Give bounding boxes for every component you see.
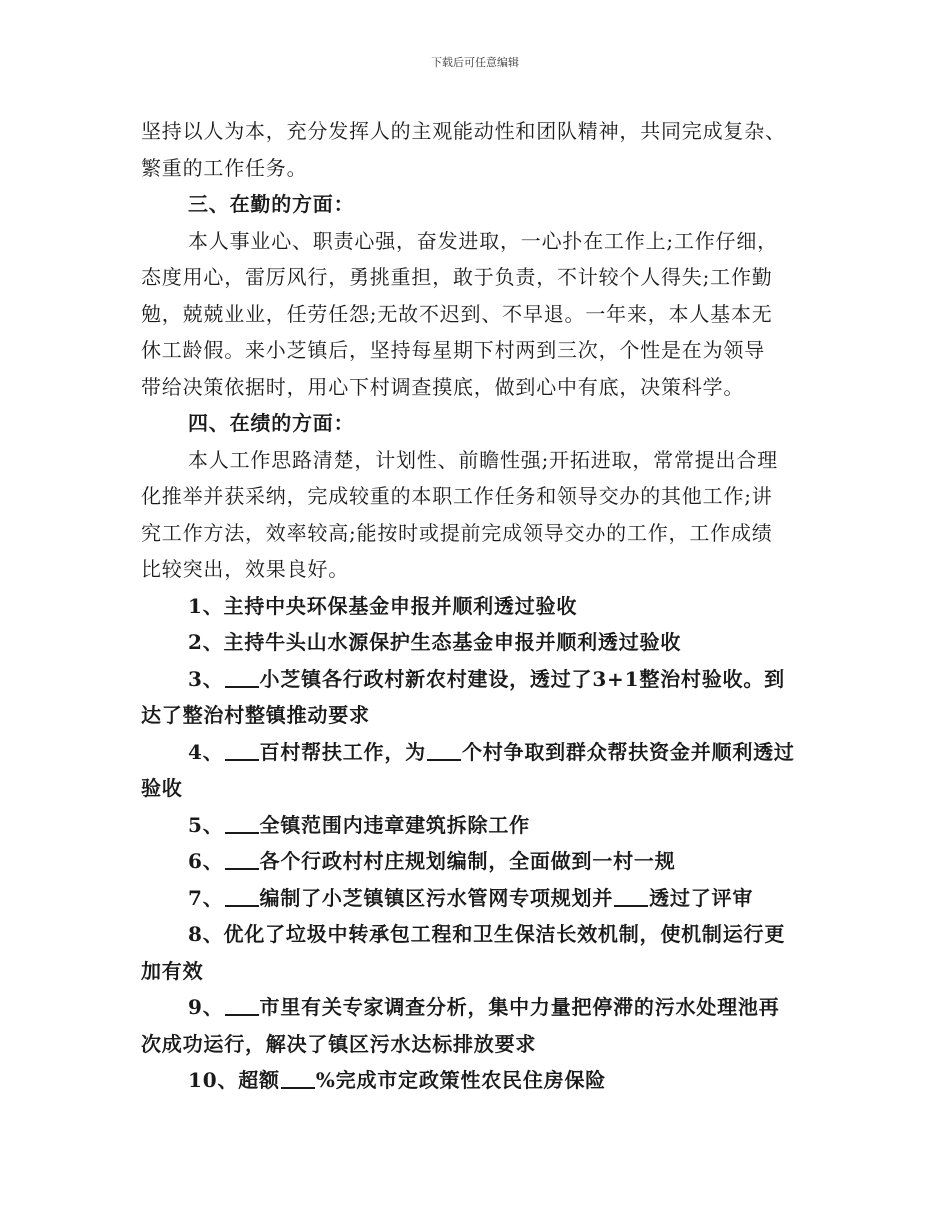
- paragraph-line: 化推举并获采纳，完成较重的本职工作任务和领导交办的其他工作;讲: [141, 484, 773, 508]
- fill-in-blank: [225, 996, 259, 1016]
- section-heading-performance: 四、在绩的方面：: [188, 411, 355, 435]
- list-item-9-continued: 次成功运行，解决了镇区污水达标排放要求: [141, 1031, 537, 1056]
- list-item-6: [141, 843, 813, 880]
- list-item-7-text: 编制了小芝镇镇区污水管网专项规划并: [259, 885, 614, 910]
- paragraph-line: 比较突出，效果良好。: [141, 557, 349, 581]
- paragraph-line: 本人工作思路清楚，计划性、前瞻性强;开拓进取，常常提出合理: [188, 447, 778, 472]
- list-item-10: [141, 1062, 813, 1099]
- list-item-8: 8、优化了垃圾中转承包工程和卫生保洁长效机制，使机制运行更: [188, 922, 786, 946]
- fill-in-blank: [225, 741, 259, 761]
- list-item-4-continued: 验收: [141, 776, 183, 800]
- section-heading-diligence: 三、在勤的方面：: [188, 192, 355, 216]
- paragraph-line: 本人事业心、职责心强，奋发进取，一心扑在工作上;工作仔细，: [188, 228, 778, 253]
- list-item-4: [141, 734, 813, 771]
- list-item-5: [141, 807, 813, 844]
- paragraph-line: 坚持以人为本，充分发挥人的主观能动性和团队精神，共同完成复杂、: [141, 119, 786, 143]
- header-note: 下载后可任意编辑: [431, 56, 519, 69]
- list-item-7-text-end: 透过了评审: [649, 885, 754, 910]
- paragraph-line: 究工作方法，效率较高;能按时或提前完成领导交办的工作，工作成绩: [141, 520, 773, 545]
- list-item-7: [141, 880, 813, 917]
- list-item-3: [141, 661, 813, 698]
- paragraph-line: 繁重的工作任务。: [141, 155, 308, 180]
- list-item-6-prefix: 6、: [188, 849, 224, 873]
- list-item-5-text: 全镇范围内违章建筑拆除工作: [259, 812, 530, 837]
- document-body: [141, 113, 813, 1099]
- paragraph-line: 态度用心，雷厉风行，勇挑重担，敢于负责，不计较个人得失;工作勤: [141, 265, 773, 289]
- list-item-5-prefix: 5、: [188, 812, 224, 837]
- fill-in-blank: [281, 1069, 315, 1089]
- list-item-3-prefix: 3、: [188, 666, 224, 691]
- list-item-6-text: 各个行政村村庄规划编制，全面做到一村一规: [259, 849, 676, 873]
- list-item-2: 2、主持牛头山水源保护生态基金申报并顺利透过验收: [188, 630, 682, 654]
- fill-in-blank: [225, 887, 259, 907]
- fill-in-blank: [225, 814, 259, 834]
- list-item-4-prefix: 4、: [188, 739, 224, 764]
- paragraph-line: 休工龄假。来小芝镇后，坚持每星期下村两到三次，个性是在为领导: [141, 338, 765, 362]
- list-item-7-prefix: 7、: [188, 885, 224, 910]
- fill-in-blank: [614, 887, 648, 907]
- list-item-8-continued: 加有效: [141, 958, 204, 983]
- list-item-9-text: 市里有关专家调查分析，集中力量把停滞的污水处理池再: [259, 995, 780, 1019]
- list-item-9-prefix: 9、: [188, 995, 224, 1019]
- list-item-4-text: 百村帮扶工作，为: [259, 739, 426, 764]
- list-item-1: 1、主持中央环保基金申报并顺利透过验收: [188, 593, 578, 618]
- paragraph-line: 带给决策依据时，用心下村调查摸底，做到心中有底，决策科学。: [141, 374, 745, 399]
- list-item-10-prefix: 10、超额: [188, 1068, 280, 1092]
- fill-in-blank: [427, 741, 461, 761]
- list-item-3-text: 小芝镇各行政村新农村建设，透过了3+1整治村验收。到: [259, 666, 785, 691]
- list-item-3-continued: 达了整治村整镇推动要求: [141, 703, 370, 727]
- list-item-4-text-end: 个村争取到群众帮扶资金并顺利透过: [461, 739, 795, 764]
- list-item-9: [141, 989, 813, 1026]
- fill-in-blank: [225, 850, 259, 870]
- fill-in-blank: [225, 668, 259, 688]
- paragraph-line: 勉，兢兢业业，任劳任怨;无故不迟到、不早退。一年来，本人基本无: [141, 301, 773, 326]
- list-item-10-text: %完成市定政策性农民住房保险: [315, 1068, 607, 1092]
